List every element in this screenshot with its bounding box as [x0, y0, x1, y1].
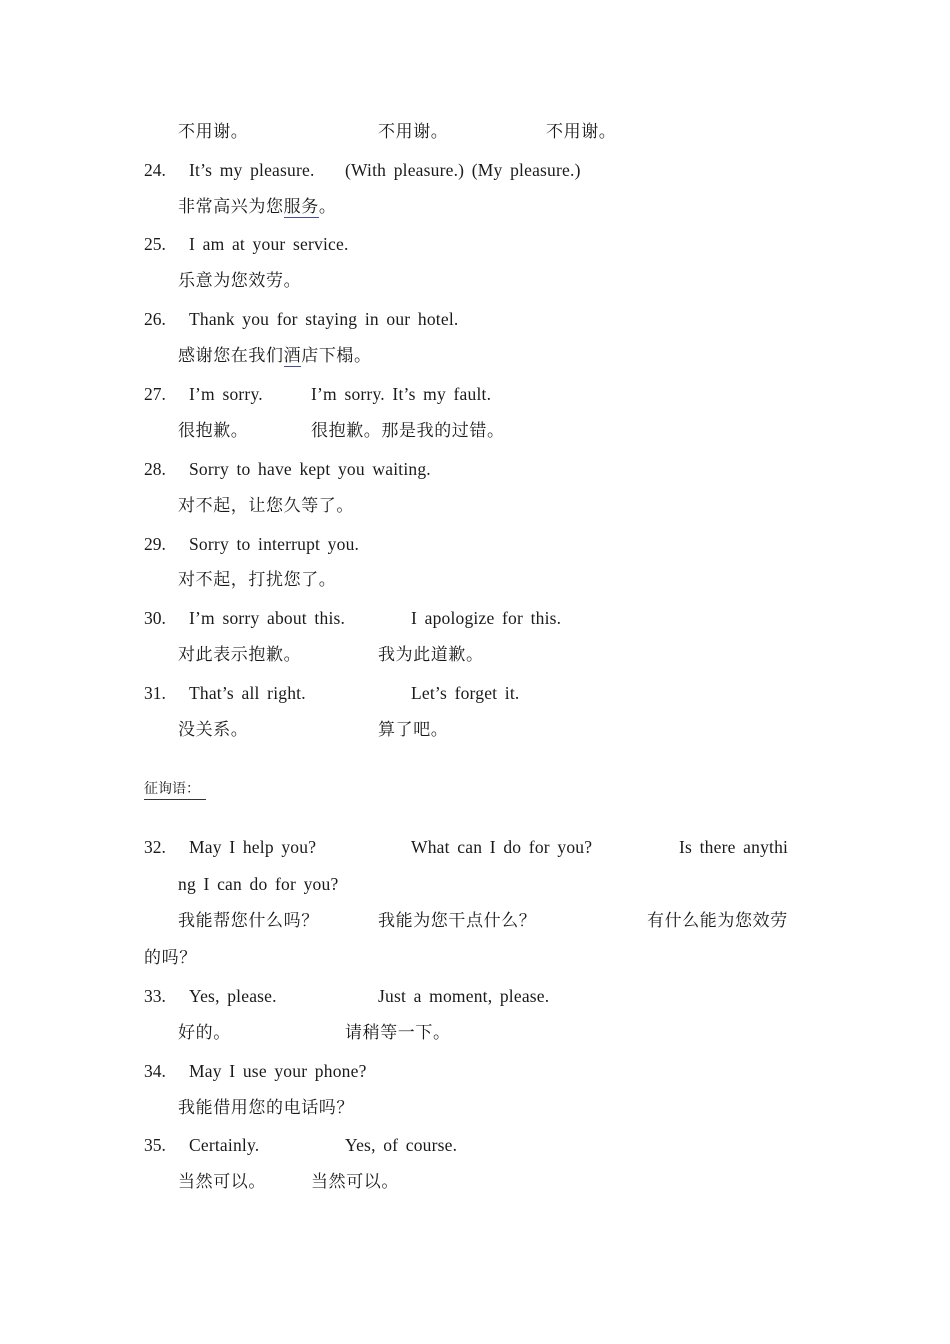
en-text: I’m sorry. It’s my fault.	[311, 384, 492, 404]
zh-text: 对不起，让您久等了。	[178, 496, 354, 515]
en-text: Yes, of course.	[345, 1135, 458, 1155]
item-number: 24.	[144, 160, 166, 180]
en-text: Is there anythi	[679, 837, 789, 857]
zh-text: 我能为您干点什么？	[378, 911, 537, 930]
en-text: May I help you?	[189, 837, 317, 857]
en-text: Just a moment, please.	[378, 986, 550, 1006]
en-text: It’s my pleasure.	[189, 160, 315, 180]
zh-text	[178, 345, 372, 367]
section-heading: 征询语：	[144, 781, 206, 800]
zh-text: 请稍等一下。	[345, 1023, 451, 1042]
item-number: 26.	[144, 309, 166, 329]
item-number: 34.	[144, 1061, 166, 1081]
en-text: Sorry to interrupt you.	[189, 534, 360, 554]
zh-text: 对不起，打扰您了。	[178, 570, 337, 589]
zh-text: 我能借用您的电话吗？	[178, 1098, 354, 1117]
zh-segment: 。	[318, 197, 337, 216]
zh-text: 很抱歉。那是我的过错。	[311, 421, 505, 440]
zh-underlined: 酒	[283, 346, 302, 365]
en-text: ng I can do for you?	[178, 874, 339, 894]
en-text: Sorry to have kept you waiting.	[189, 459, 431, 479]
item-number: 25.	[144, 234, 166, 254]
zh-text: 当然可以。	[311, 1172, 399, 1191]
zh-text: 不用谢。	[378, 122, 449, 141]
item-number: 27.	[144, 384, 166, 404]
zh-text: 对此表示抱歉。	[178, 645, 302, 664]
en-text: (With pleasure.) (My pleasure.)	[345, 160, 581, 180]
zh-segment: 感谢您在我们	[178, 346, 284, 365]
en-text: What can I do for you?	[411, 837, 593, 857]
zh-text: 不用谢。	[546, 122, 617, 141]
zh-text: 当然可以。	[178, 1172, 266, 1191]
zh-text: 我为此道歉。	[378, 645, 484, 664]
item-number: 35.	[144, 1135, 166, 1155]
zh-text	[178, 196, 336, 218]
item-number: 28.	[144, 459, 166, 479]
zh-text: 乐意为您效劳。	[178, 271, 302, 290]
zh-segment: 非常高兴为您	[178, 197, 284, 216]
zh-text: 有什么能为您效劳	[647, 911, 788, 930]
zh-text: 好的。	[178, 1023, 231, 1042]
zh-text: 我能帮您什么吗？	[178, 911, 319, 930]
zh-text: 不用谢。	[178, 122, 249, 141]
en-text: Yes, please.	[189, 986, 277, 1006]
zh-text: 很抱歉。	[178, 421, 249, 440]
item-number: 31.	[144, 683, 166, 703]
en-text: That’s all right.	[189, 683, 306, 703]
zh-underlined: 服务	[283, 197, 319, 216]
item-number: 32.	[144, 837, 166, 857]
zh-text: 的吗？	[144, 948, 197, 967]
en-text: Thank you for staying in our hotel.	[189, 309, 459, 329]
en-text: I’m sorry.	[189, 384, 263, 404]
en-text: I am at your service.	[189, 234, 349, 254]
en-text: I’m sorry about this.	[189, 608, 346, 628]
en-text: I apologize for this.	[411, 608, 562, 628]
en-text: May I use your phone?	[189, 1061, 367, 1081]
zh-text: 算了吧。	[378, 720, 449, 739]
en-text: Certainly.	[189, 1135, 260, 1155]
zh-text: 没关系。	[178, 720, 249, 739]
item-number: 30.	[144, 608, 166, 628]
en-text: Let’s forget it.	[411, 683, 520, 703]
zh-segment: 店下榻。	[301, 346, 372, 365]
item-number: 33.	[144, 986, 166, 1006]
item-number: 29.	[144, 534, 166, 554]
